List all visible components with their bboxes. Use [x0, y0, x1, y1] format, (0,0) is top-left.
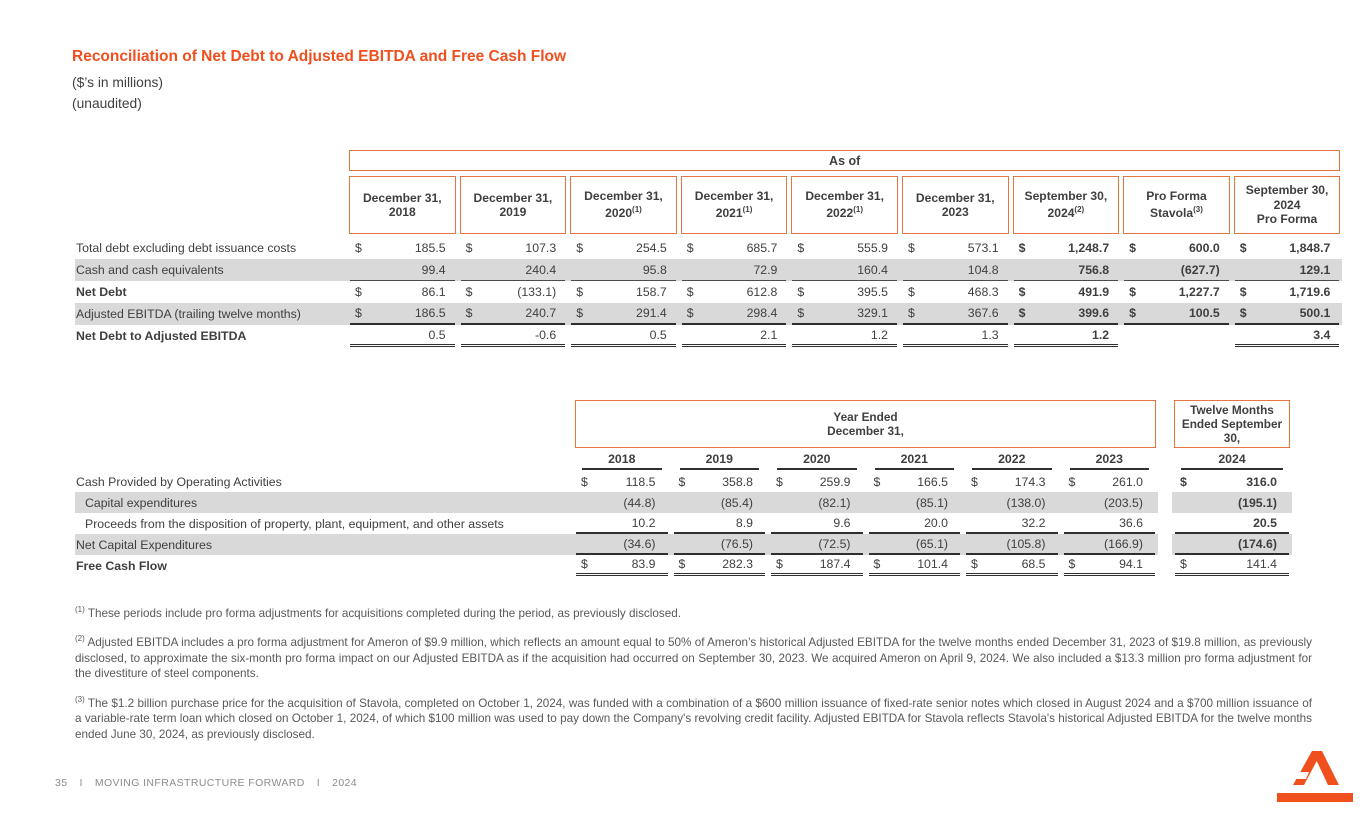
row-label: Proceeds from the disposition of property, plant, equipment, and other assets	[85, 516, 504, 531]
value: 104.8	[967, 262, 999, 277]
dollar-sign: $	[1129, 285, 1136, 299]
footnote-ref: (3)	[1193, 205, 1203, 215]
row-label: Net Debt to Adjusted EBITDA	[76, 329, 247, 343]
value: 329.1	[857, 306, 888, 320]
value: 399.6	[1078, 306, 1110, 320]
value-cell	[679, 325, 790, 347]
column-header: December 31, 2019	[460, 176, 567, 234]
value: (82.1)	[818, 495, 851, 510]
table-row	[75, 325, 1343, 347]
table-row	[75, 259, 1343, 281]
arcosa-logo-icon	[1273, 749, 1357, 809]
value-cell	[679, 259, 790, 281]
footnote-2-text: Adjusted EBITDA includes a pro forma adjustment for Ameron of $9.9 million, which reflects an amount equal to 50% of Ameron’s historical Adjusted EBITDA for the twelve months ended December 31, 2023 of $19.8 million, as previously disclosed, to approximate the six-month pro forma impact on our Adjusted EBITDA as if the acquisition had occurred on September 30, 2023. We acquired Ameron on April 9, 2024. We also included a $13.3 million pro forma adjustment for the divestiture of steel components.	[75, 636, 1313, 681]
row-label: Adjusted EBITDA (trailing twelve months)	[75, 303, 347, 325]
value: 500.1	[1299, 306, 1331, 320]
value-cell	[347, 281, 458, 303]
value-cell	[1011, 303, 1122, 325]
value-cell	[671, 492, 769, 513]
value: 129.1	[1299, 262, 1331, 277]
value-cell	[1061, 555, 1159, 576]
value: 491.9	[1078, 285, 1110, 299]
subtitle-millions: ($’s in millions)	[72, 75, 163, 90]
value-cell	[568, 325, 679, 347]
value: 8.9	[735, 515, 753, 530]
dollar-sign: $	[1180, 557, 1187, 571]
value: 240.4	[525, 262, 557, 277]
value-cell	[789, 303, 900, 325]
value: 118.5	[625, 474, 656, 489]
value: 600.0	[1188, 241, 1220, 255]
value-cell	[963, 471, 1061, 492]
value: 3.4	[1313, 327, 1331, 342]
value: (85.4)	[720, 495, 753, 510]
value: 367.6	[967, 306, 999, 320]
value-cell	[1232, 281, 1343, 303]
dollar-sign: $	[576, 241, 584, 255]
value-cell	[900, 237, 1011, 259]
column-header: December 31, 2018	[349, 176, 456, 234]
value: (105.8)	[1006, 536, 1046, 551]
column-header: December 31, 2023	[902, 176, 1009, 234]
value-cell	[1011, 281, 1122, 303]
value: 101.4	[917, 557, 948, 571]
value: 86.1	[421, 285, 446, 299]
year-header: 2021	[866, 450, 964, 470]
dollar-sign: $	[576, 306, 584, 320]
value-cell	[679, 237, 790, 259]
twelve-months-header: Twelve Months Ended September 30,	[1174, 400, 1290, 448]
table-row	[75, 513, 1292, 534]
value: 174.3	[1014, 474, 1046, 489]
value-cell	[573, 471, 671, 492]
dollar-sign: $	[581, 557, 588, 571]
value: 72.9	[753, 262, 778, 277]
value-cell	[866, 513, 964, 534]
footer-separator: I	[79, 777, 83, 789]
value-cell	[768, 492, 866, 513]
column-header: December 31, 2022$^{(1)}$	[791, 176, 898, 234]
value-cell	[1172, 492, 1292, 513]
value-cell	[573, 555, 671, 576]
value: 1.2	[1092, 327, 1110, 342]
value-cell	[963, 534, 1061, 555]
value-cell	[900, 281, 1011, 303]
dollar-sign: $	[686, 241, 694, 255]
value: 240.7	[525, 306, 557, 320]
footnote-2	[75, 631, 1312, 681]
dollar-sign: $	[1129, 306, 1136, 320]
value-cell	[1232, 303, 1343, 325]
value-cell	[1232, 325, 1343, 347]
year-ended-header: Year Ended December 31,	[575, 400, 1156, 448]
free-cash-flow-table	[75, 400, 1292, 576]
value-cell	[789, 281, 900, 303]
value-cell	[1172, 555, 1292, 576]
value: 1.3	[981, 327, 999, 342]
value-cell	[1011, 325, 1122, 347]
dollar-sign: $	[907, 241, 915, 255]
value-cell	[768, 555, 866, 576]
column-headers-row	[75, 176, 1343, 234]
value: 261.0	[1112, 474, 1143, 489]
dollar-sign: $	[907, 285, 915, 299]
value: (174.6)	[1238, 536, 1277, 551]
dollar-sign: $	[1239, 306, 1247, 320]
value-cell	[347, 237, 458, 259]
slide-footer	[55, 777, 357, 789]
value: (138.0)	[1006, 495, 1046, 510]
year-header: 2020	[768, 450, 866, 470]
value-cell	[671, 513, 769, 534]
value-cell	[458, 325, 569, 347]
value: 468.3	[967, 285, 999, 299]
footnote-ref: (1)	[632, 205, 642, 215]
value: 187.4	[819, 557, 851, 571]
value: 254.5	[636, 241, 667, 255]
table-row	[75, 281, 1343, 303]
value-cell	[679, 303, 790, 325]
value-cell	[1121, 303, 1232, 325]
value-cell	[1121, 325, 1232, 347]
footer-tagline: MOVING INFRASTRUCTURE FORWARD	[94, 777, 305, 789]
value-cell	[866, 534, 964, 555]
value-cell	[568, 281, 679, 303]
row-label: Capital expenditures	[75, 492, 573, 513]
value: 166.5	[917, 474, 948, 489]
dollar-sign: $	[1018, 306, 1026, 320]
value: (195.1)	[1238, 495, 1277, 510]
dollar-sign: $	[797, 285, 805, 299]
footer-separator: I	[316, 777, 321, 789]
value: (85.1)	[915, 495, 948, 510]
value: 10.2	[631, 515, 656, 530]
value-cell	[458, 281, 569, 303]
value: (65.1)	[915, 536, 948, 551]
table-row	[75, 555, 1292, 576]
row-label: Cash Provided by Operating Activities	[76, 474, 282, 489]
dollar-sign: $	[776, 557, 783, 571]
value-cell	[568, 237, 679, 259]
value: 185.5	[414, 241, 446, 255]
dollar-sign: $	[971, 557, 978, 571]
value-cell	[347, 259, 458, 281]
value: 1,719.6	[1289, 285, 1331, 299]
value: 2.1	[760, 327, 778, 342]
value-cell	[1172, 534, 1292, 555]
table-row	[75, 492, 1292, 513]
value: 0.5	[649, 327, 667, 342]
dollar-sign: $	[465, 306, 473, 320]
value: -0.6	[534, 327, 557, 342]
dollar-sign: $	[1239, 241, 1247, 255]
value-cell	[568, 259, 679, 281]
value: 36.6	[1119, 515, 1143, 530]
value-cell	[1232, 259, 1343, 281]
footnotes	[75, 602, 1312, 752]
net-debt-table	[75, 150, 1343, 347]
value-cell	[1011, 259, 1122, 281]
value-cell	[1061, 492, 1159, 513]
value: (627.7)	[1180, 262, 1220, 277]
value: 1,227.7	[1178, 285, 1220, 299]
value: 756.8	[1078, 262, 1110, 277]
subtitle-unaudited: (unaudited)	[72, 96, 142, 111]
value-cell	[789, 325, 900, 347]
footer-year: 2024	[332, 777, 358, 789]
value-cell	[1172, 513, 1292, 534]
value: 291.4	[636, 306, 667, 320]
dollar-sign: $	[465, 285, 473, 299]
dollar-sign: $	[797, 241, 805, 255]
value: 20.0	[924, 515, 948, 530]
value-cell	[1061, 471, 1159, 492]
value: 298.4	[746, 306, 778, 320]
value: 0.5	[428, 327, 446, 342]
value-cell	[866, 492, 964, 513]
footnote-ref: (2)	[1074, 205, 1085, 215]
value-cell	[1232, 237, 1343, 259]
arcosa-logo	[1273, 749, 1357, 809]
value: 186.5	[414, 306, 446, 320]
value: 107.3	[525, 241, 557, 255]
value-cell	[768, 513, 866, 534]
value-cell	[458, 237, 569, 259]
dollar-sign: $	[971, 474, 978, 489]
value: 160.4	[857, 262, 888, 277]
column-header: September 30, 2024$^{(2)}$	[1013, 176, 1120, 234]
footnote-1-marker: (1)	[75, 605, 85, 614]
value-cell	[1011, 237, 1122, 259]
value: 68.5	[1021, 557, 1046, 571]
dollar-sign: $	[355, 306, 362, 320]
value: 99.4	[421, 262, 446, 277]
value-cell	[1121, 259, 1232, 281]
dollar-sign: $	[1018, 285, 1026, 299]
value: 685.7	[746, 241, 778, 255]
dollar-sign: $	[678, 557, 686, 571]
value-cell	[573, 492, 671, 513]
value: 1,848.7	[1289, 241, 1331, 255]
row-label: Free Cash Flow	[76, 558, 167, 573]
value: 573.1	[967, 241, 999, 255]
as-of-header: As of	[349, 150, 1340, 171]
footnote-3-marker: (3)	[75, 694, 85, 704]
footnote-ref: (1)	[742, 205, 753, 215]
column-header: December 31, 2021$^{(1)}$	[681, 176, 788, 234]
dollar-sign: $	[686, 306, 694, 320]
value: 316.0	[1246, 474, 1277, 489]
value: 32.2	[1021, 515, 1046, 530]
table-row	[75, 534, 1292, 555]
value: (44.8)	[623, 495, 656, 510]
dollar-sign: $	[1018, 241, 1026, 255]
footnote-1-text: These periods include pro forma adjustments for acquisitions completed during the period, as previously disclosed.	[87, 606, 681, 620]
value: 1,248.7	[1068, 241, 1110, 255]
value-cell	[768, 534, 866, 555]
dollar-sign: $	[576, 285, 584, 299]
value-cell	[347, 325, 458, 347]
value-cell	[1121, 281, 1232, 303]
value: 358.8	[722, 474, 753, 489]
year-header: 2023	[1061, 450, 1159, 470]
page-title: Reconciliation of Net Debt to Adjusted EBITDA and Free Cash Flow	[72, 48, 567, 65]
page-number: 35	[55, 777, 68, 789]
value: 95.8	[642, 262, 667, 277]
value-cell	[963, 555, 1061, 576]
value-cell	[963, 513, 1061, 534]
value: 158.7	[636, 285, 667, 299]
row-label: Net Debt	[76, 285, 127, 299]
dollar-sign: $	[686, 285, 694, 299]
value-cell	[573, 534, 671, 555]
value-cell	[789, 237, 900, 259]
footnote-ref: (1)	[853, 205, 864, 215]
year-header: 2018	[573, 450, 671, 470]
table-row	[75, 237, 1343, 259]
year-header: 2019	[671, 450, 769, 470]
value-cell	[789, 259, 900, 281]
value: 555.9	[857, 241, 888, 255]
subtitle-block	[72, 72, 163, 114]
value: 83.9	[631, 557, 656, 571]
dollar-sign: $	[776, 474, 783, 489]
value: (76.5)	[720, 536, 753, 551]
value-cell	[1061, 534, 1159, 555]
value-cell	[866, 471, 964, 492]
value-cell	[900, 259, 1011, 281]
value-cell	[568, 303, 679, 325]
year-header: 2024	[1172, 450, 1292, 470]
value: (72.5)	[818, 536, 851, 551]
value: (166.9)	[1104, 536, 1143, 551]
dollar-sign: $	[1239, 285, 1247, 299]
group-headers-row	[75, 400, 1292, 448]
value-cell	[1172, 471, 1292, 492]
value-cell	[866, 555, 964, 576]
dollar-sign: $	[907, 306, 915, 320]
dollar-sign: $	[1068, 557, 1076, 571]
value-cell	[573, 513, 671, 534]
value: 141.4	[1246, 557, 1277, 571]
table-row	[75, 303, 1343, 325]
row-label: Total debt excluding debt issuance costs	[76, 241, 297, 255]
dollar-sign: $	[1180, 474, 1187, 489]
years-row	[75, 450, 1292, 470]
table-row	[75, 471, 1292, 492]
dollar-sign: $	[465, 241, 473, 255]
dollar-sign: $	[678, 474, 686, 489]
value-cell	[1121, 237, 1232, 259]
value-cell	[671, 534, 769, 555]
value: 20.5	[1253, 515, 1277, 530]
value: 282.3	[722, 557, 753, 571]
value: 612.8	[746, 285, 778, 299]
value-cell	[768, 471, 866, 492]
column-header: December 31, 2020$^{(1)}$	[570, 176, 677, 234]
value: 9.6	[833, 515, 851, 530]
value-cell	[679, 281, 790, 303]
value-cell	[458, 303, 569, 325]
row-label: Net Capital Expenditures	[75, 534, 573, 555]
value: 100.5	[1188, 306, 1220, 320]
column-header: Pro Forma Stavola$^{(3)}$	[1123, 176, 1230, 234]
as-of-row	[75, 150, 1343, 171]
value-cell	[458, 259, 569, 281]
value: 94.1	[1119, 557, 1143, 571]
value: (34.6)	[623, 536, 656, 551]
row-label: Cash and cash equivalents	[75, 259, 347, 281]
dollar-sign: $	[1068, 474, 1076, 489]
value: 1.2	[870, 327, 888, 342]
value-cell	[963, 492, 1061, 513]
dollar-sign: $	[1129, 241, 1136, 255]
value-cell	[347, 303, 458, 325]
value-cell	[671, 471, 769, 492]
value-cell	[900, 325, 1011, 347]
value-cell	[900, 303, 1011, 325]
column-header: September 30, 2024 Pro Forma	[1234, 176, 1341, 234]
value: (203.5)	[1104, 495, 1143, 510]
footnote-3-text: The $1.2 billion purchase price for the acquisition of Stavola, completed on October 1, 2024, was funded with a combination of a $600 million issuance of fixed-rate senior notes which closed in August 2024 and a $700 million issuance of a variable-rate term loan which closed on October 1, 2024, of which $100 million was used to pay down the Company's revolving credit facility. Adjusted EBITDA for Stavola reflects Stavola's historical Adjusted EBITDA for the twelve months ended June 30, 2024, as previously disclosed.	[75, 696, 1312, 741]
dollar-sign: $	[355, 285, 362, 299]
dollar-sign: $	[873, 557, 881, 571]
dollar-sign: $	[797, 306, 805, 320]
value: 259.9	[819, 474, 851, 489]
footnote-3	[75, 692, 1312, 742]
footnote-2-marker: (2)	[75, 634, 85, 644]
dollar-sign: $	[355, 241, 362, 255]
year-header: 2022	[963, 450, 1061, 470]
value: 395.5	[857, 285, 888, 299]
footnote-1	[75, 602, 1312, 621]
dollar-sign: $	[873, 474, 881, 489]
value-cell	[671, 555, 769, 576]
value-cell	[1061, 513, 1159, 534]
dollar-sign: $	[581, 474, 588, 489]
value: (133.1)	[517, 285, 557, 299]
